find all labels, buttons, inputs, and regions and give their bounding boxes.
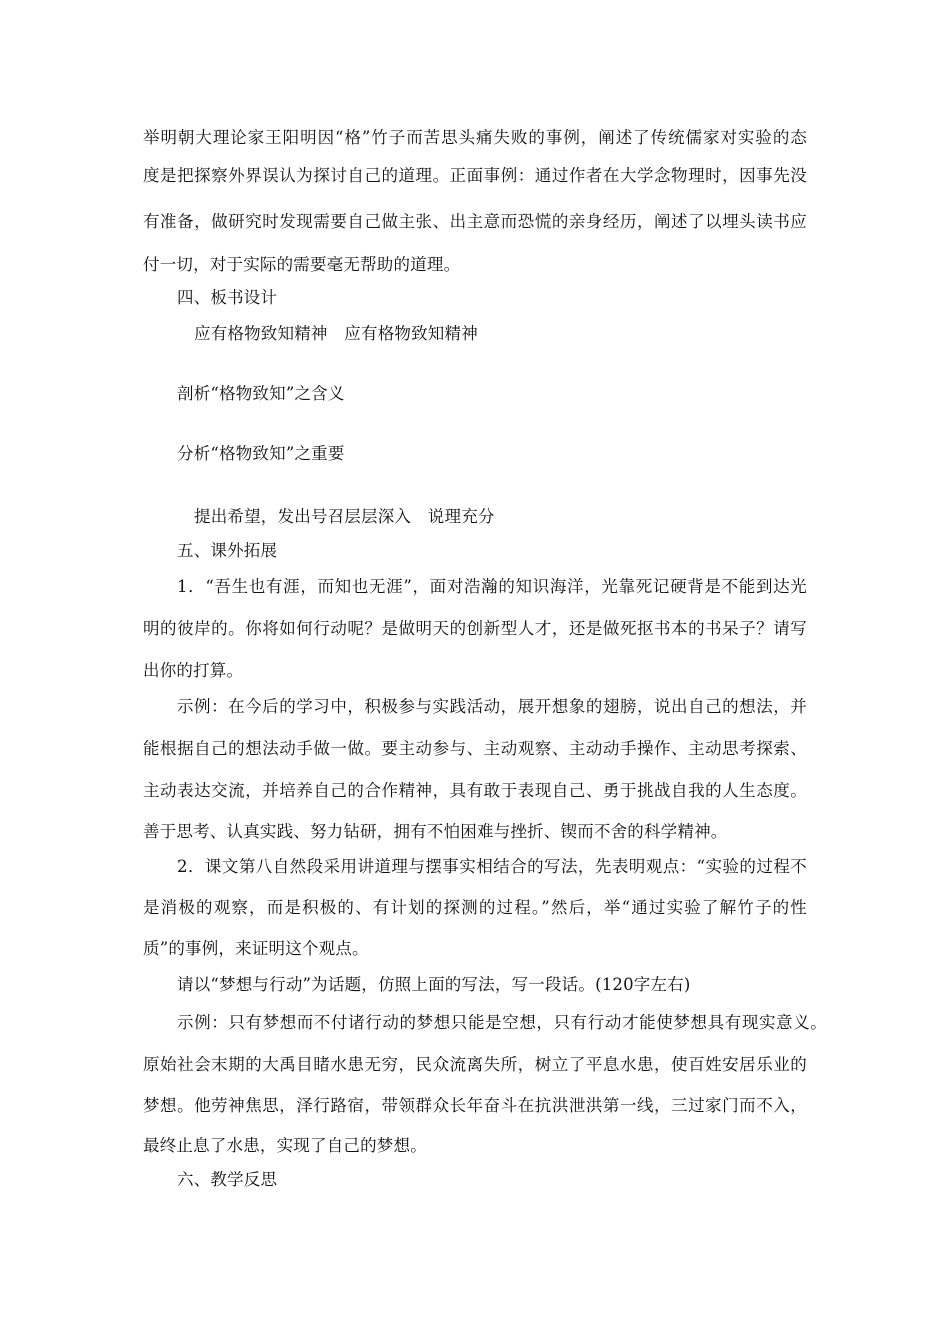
paragraph-line: 有准备，做研究时发现需要自己做主张、出主意而恐慌的亲身经历，阐述了以埋头读书应 <box>143 212 807 231</box>
board-item: 分析“格物致知”之重要 <box>177 444 345 463</box>
example-line: 善于思考、认真实践、努力钻研，拥有不怕困难与挫折、锲而不舍的科学精神。 <box>143 822 728 841</box>
section-heading: 五、课外拓展 <box>177 541 278 560</box>
example-line: 主动表达交流，并培养自己的合作精神，具有敢于表现自己、勇于挑战自我的人生态度。 <box>143 781 807 800</box>
question-line: 2．课文第八自然段采用讲道理与摆事实相结合的写法，先表明观点：“实验的过程不 <box>177 857 807 876</box>
paragraph-line: 举明朝大理论家王阳明因“格”竹子而苦思头痛失败的事例，阐述了传统儒家对实验的态 <box>143 128 807 147</box>
board-item: 剖析“格物致知”之含义 <box>177 384 345 403</box>
board-title-row: 应有格物致知精神 应有格物致知精神 <box>194 324 478 343</box>
example-line: 梦想。他劳神焦思，泽行路宿，带领群众长年奋斗在抗洪泄洪第一线，三过家门而不入， <box>143 1096 807 1115</box>
question-line: 请以“梦想与行动”为话题，仿照上面的写法，写一段话。(120字左右) <box>177 975 691 994</box>
section-heading: 四、板书设计 <box>177 288 278 307</box>
paragraph-line: 付一切，对于实际的需要毫无帮助的道理。 <box>143 255 461 274</box>
section-heading: 六、教学反思 <box>177 1170 278 1189</box>
question-line: 质”的事例，来证明这个观点。 <box>143 939 369 958</box>
example-line: 示例：只有梦想而不付诸行动的梦想只能是空想，只有行动才能使梦想具有现实意义。 <box>177 1013 827 1032</box>
example-line: 最终止息了水患，实现了自己的梦想。 <box>143 1136 427 1155</box>
question-line: 出你的打算。 <box>143 661 244 680</box>
example-line: 能根据自己的想法动手做一做。要主动参与、主动观察、主动动手操作、主动思考探索、 <box>143 739 807 758</box>
example-line: 原始社会末期的大禹目睹水患无穷，民众流离失所，树立了平息水患，使百姓安居乐业的 <box>143 1055 807 1074</box>
question-line: 明的彼岸的。你将如何行动呢？是做明天的创新型人才，还是做死抠书本的书呆子？请写 <box>143 619 807 638</box>
example-line: 示例：在今后的学习中，积极参与实践活动，展开想象的翅膀，说出自己的想法，并 <box>177 697 807 716</box>
question-line: 1．“吾生也有涯，而知也无涯”，面对浩瀚的知识海洋，光靠死记硬背是不能到达光 <box>177 577 807 596</box>
paragraph-line: 度是把探察外界误认为探讨自己的道理。正面事例：通过作者在大学念物理时，因事先没 <box>143 166 807 185</box>
question-line: 是消极的观察，而是积极的、有计划的探测的过程。”然后，举“通过实验了解竹子的性 <box>143 898 807 917</box>
board-bottom-row: 提出希望，发出号召层层深入 说理充分 <box>194 507 495 526</box>
